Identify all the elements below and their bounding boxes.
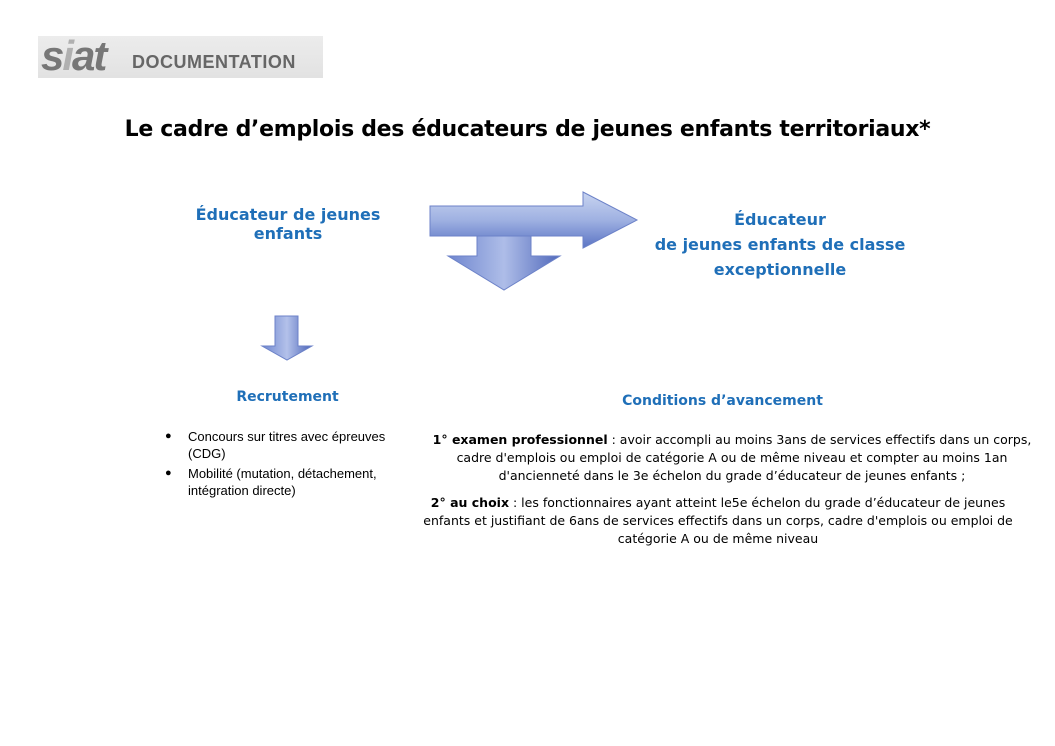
logo — [38, 32, 323, 79]
page-title: Le cadre d’emplois des éducateurs de jeunes enfants territoriaux* — [124, 117, 931, 142]
avancement-heading: Conditions d’avancement — [622, 393, 823, 409]
grade-line: Éducateur — [734, 210, 826, 229]
grade-educateur: Éducateur de jeunes enfants — [195, 205, 381, 243]
condition-choix: 2° au choix : les fonctionnaires ayant atteint le5e échelon du grade d’éducateur de jeunes enfants et justifiant de 6ans de services effectifs dans un corps, cadre d'emplois ou emploi de catégorie A ou de même niveau — [423, 495, 1013, 546]
logo-mark: siat — [41, 32, 106, 79]
list-item: ● Mobilité (mutation, détachement, intégration directe) — [165, 466, 377, 498]
list-item: ● Concours sur titres avec épreuves (CDG) — [165, 429, 386, 461]
grade-line: de jeunes enfants de classe — [654, 235, 906, 254]
bullet-icon: ● — [165, 467, 172, 479]
recrutement-list — [165, 428, 415, 502]
bullet-icon: ● — [165, 430, 172, 442]
split-arrow-icon — [425, 190, 640, 295]
condition-examen: 1° examen professionnel : avoir accompli au moins 3ans de services effectifs dans un corps, cadre d'emplois ou emploi de catégorie A ou de même niveau et compter au moins 1an d'ancienneté dans le 3e échelon du grade d’éducateur de jeunes enfants ; — [432, 432, 1032, 483]
logo-text: DOCUMENTATION — [132, 52, 296, 72]
recrutement-heading: Recrutement — [236, 389, 339, 405]
grade-line: exceptionnelle — [713, 260, 847, 279]
down-arrow-icon — [259, 314, 315, 362]
grade-classe-exceptionnelle — [640, 207, 920, 282]
